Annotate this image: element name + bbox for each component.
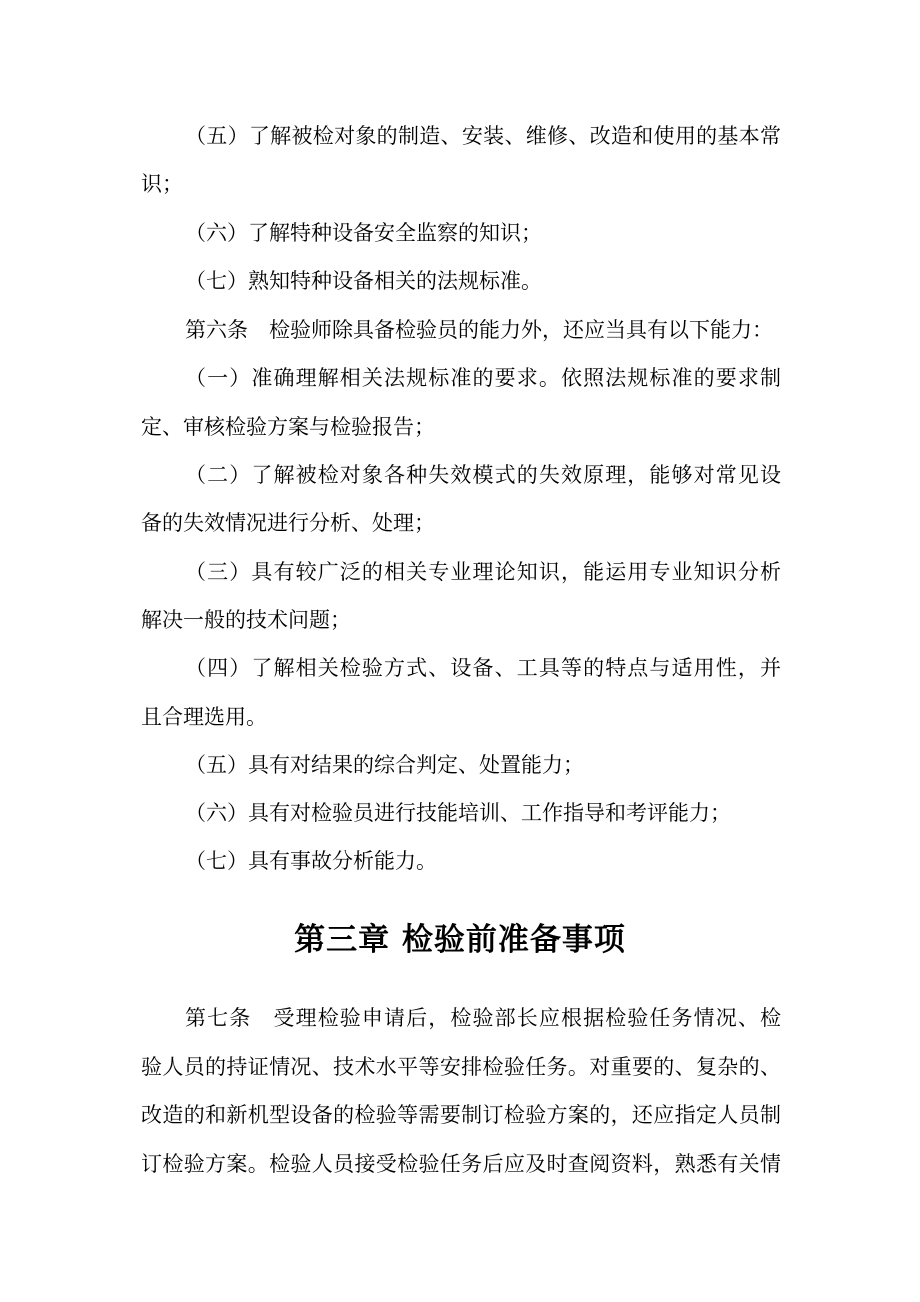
paragraph-line: （四）了解相关检验方式、设备、工具等的特点与适用性，并 (185, 656, 781, 680)
paragraph-line: 验人员的持证情况、技术水平等安排检验任务。对重要的、复杂的、 (141, 1055, 781, 1079)
paragraph-line: （七）熟知特种设备相关的法规标准。 (185, 269, 542, 293)
paragraph-line: 且合理选用。 (141, 705, 267, 729)
paragraph-line: （二）了解被检对象各种失效模式的失效原理，能够对常见设 (185, 463, 781, 487)
chapter-title: 第三章 检验前准备事项 (294, 922, 626, 958)
article-7-line: 第七条 受理检验申请后，检验部长应根据检验任务情况、检 (185, 1006, 781, 1030)
paragraph-line: （五）了解被检对象的制造、安装、维修、改造和使用的基本常 (185, 124, 781, 148)
article-6-line: 第六条 检验师除具备检验员的能力外，还应当具有以下能力： (185, 318, 773, 342)
paragraph-line: （五）具有对结果的综合判定、处置能力； (185, 753, 584, 777)
paragraph-line: （六）了解特种设备安全监察的知识； (185, 221, 542, 245)
paragraph-line: （三）具有较广泛的相关专业理论知识，能运用专业知识分析 (185, 560, 781, 584)
paragraph-line: 解决一般的技术问题； (141, 608, 351, 632)
paragraph-line: （一）准确理解相关法规标准的要求。依照法规标准的要求制 (185, 366, 781, 390)
paragraph-line: （七）具有事故分析能力。 (185, 849, 437, 873)
paragraph-line: 备的失效情况进行分析、处理； (141, 511, 435, 535)
paragraph-line: 定、审核检验方案与检验报告； (141, 415, 435, 439)
paragraph-line: 订检验方案。检验人员接受检验任务后应及时查阅资料，熟悉有关情 (141, 1152, 781, 1176)
paragraph-line: （六）具有对检验员进行技能培训、工作指导和考评能力； (185, 801, 731, 825)
paragraph-line: 改造的和新机型设备的检验等需要制订检验方案的，还应指定人员制 (141, 1103, 781, 1127)
paragraph-line: 识； (141, 172, 183, 196)
